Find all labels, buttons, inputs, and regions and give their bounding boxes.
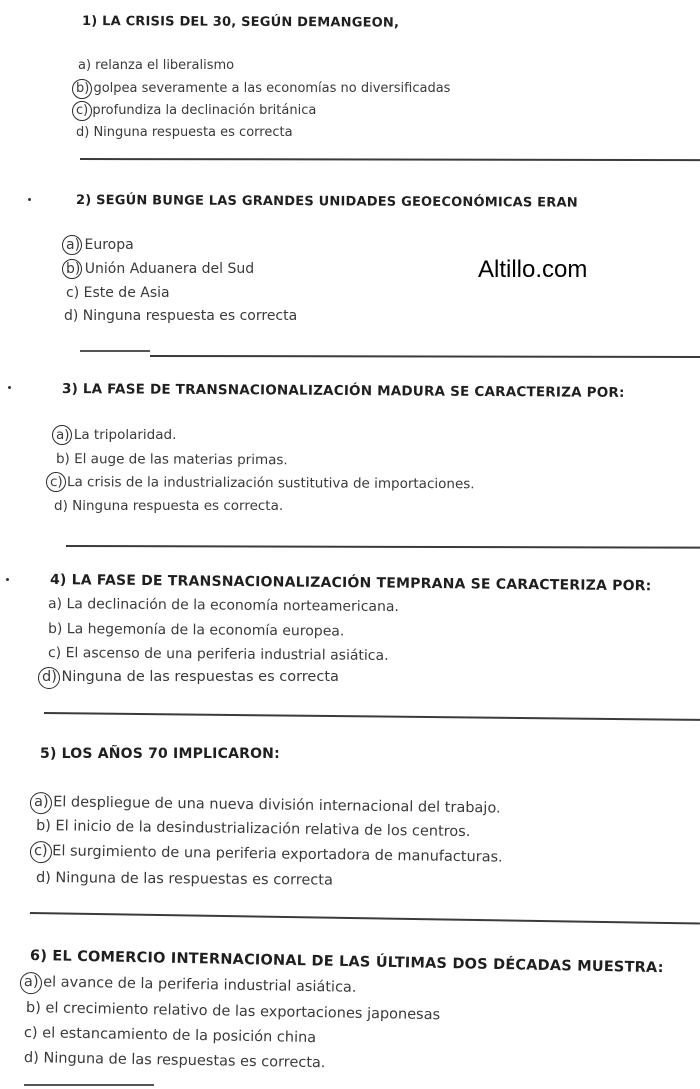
question-2-option-b-text: b) Unión Aduanera del Sud [66, 261, 255, 277]
question-5-option-b: b) El inicio de la desindustrialización relativa de los centros. [35, 818, 471, 841]
question-1-option-b [76, 81, 450, 96]
question-4-option-d [42, 669, 339, 685]
question-6-option-c: c) el estancamiento de la posición china [23, 1025, 317, 1047]
question-4-option-d-text: d) Ninguna de las respuestas es correcta [42, 669, 339, 685]
watermark-text: Altillo.com [478, 256, 588, 283]
question-1-option-a: a) relanza el liberalismo [78, 58, 235, 73]
question-6-option-b: b) el crecimiento relativo de las exportaciones japonesas [25, 1000, 441, 1024]
question-5-option-a [34, 794, 501, 817]
question-5-title: 5) LOS AÑOS 70 IMPLICARON: [40, 746, 280, 762]
answer-circle-mark [30, 841, 52, 863]
question-4-option-a: a) La declinación de la economía norteamericana. [47, 596, 399, 616]
answer-circle-mark [62, 235, 82, 255]
question-3-title: 3) LA FASE DE TRANSNACIONALIZACIÓN MADURA SE CARACTERIZA POR: [61, 381, 625, 401]
separator-line-short [80, 350, 150, 352]
question-2-option-a [66, 237, 134, 253]
answer-circle-mark [46, 472, 66, 492]
question-6-option-d: d) Ninguna de las respuestas es correcta. [23, 1050, 326, 1072]
question-6-title: 6) EL COMERCIO INTERNACIONAL DE LAS ÚLTIMAS DOS DÉCADAS MUESTRA: [29, 948, 664, 977]
question-3-option-c-text: c) La crisis de la industrialización sustitutiva de importaciones. [49, 474, 475, 493]
question-6-option-a [24, 974, 357, 996]
question-1-title: 1) LA CRISIS DEL 30, SEGÚN DEMANGEON, [81, 14, 400, 31]
question-1-option-c [76, 103, 316, 118]
question-3-option-a-text: a) La tripolaridad. [56, 427, 177, 443]
question-3-option-c [50, 474, 475, 492]
question-3-option-a [56, 427, 176, 443]
question-2-option-c: c) Este de Asia [66, 285, 170, 301]
separator-line [44, 712, 700, 720]
question-5-option-c-text: c) El surgimiento de una periferia exportadora de manufacturas. [33, 843, 503, 866]
answer-circle-mark [72, 101, 92, 121]
question-2-option-b [66, 261, 254, 277]
question-4-title: 4) LA FASE DE TRANSNACIONALIZACIÓN TEMPRANA SE CARACTERIZA POR: [49, 572, 652, 595]
separator-line [150, 355, 700, 357]
question-3-option-b: b) El auge de las materias primas. [55, 451, 288, 469]
bullet-mark [6, 578, 9, 581]
question-1-option-d: d) Ninguna respuesta es correcta [76, 125, 293, 140]
question-5-option-d: d) Ninguna de las respuestas es correcta [35, 870, 333, 889]
separator-line [80, 158, 700, 161]
bullet-mark [28, 198, 31, 201]
question-3-option-d: d) Ninguna respuesta es correcta. [54, 498, 284, 514]
bullet-mark [8, 386, 11, 389]
question-5-option-c [34, 843, 503, 866]
answer-circle-mark [72, 79, 92, 99]
question-1-option-c-text: c) profundiza la declinación británica [76, 103, 317, 118]
answer-circle-mark [20, 972, 42, 994]
separator-line [30, 912, 700, 924]
separator-line-short [24, 1084, 154, 1086]
question-4-option-c: c) El ascenso de una periferia industrial asiática. [47, 645, 389, 664]
question-2-option-a-text: a) Europa [66, 237, 134, 253]
answer-circle-mark [38, 667, 60, 689]
question-6-option-a-text: a) el avance de la periferia industrial asiática. [23, 974, 357, 996]
answer-circle-mark [62, 259, 82, 279]
answer-circle-mark [52, 425, 72, 445]
question-5-option-a-text: a) El despliegue de una nueva división internacional del trabajo. [33, 794, 501, 817]
question-4-option-b: b) La hegemonía de la economía europea. [47, 621, 345, 640]
question-2-title: 2) SEGÚN BUNGE LAS GRANDES UNIDADES GEOECONÓMICAS ERAN [75, 193, 578, 211]
separator-line [66, 545, 700, 548]
question-1-option-b-text: b) golpea severamente a las economías no diversificadas [76, 81, 451, 96]
question-2-option-d: d) Ninguna respuesta es correcta [64, 308, 298, 324]
answer-circle-mark [30, 792, 52, 814]
